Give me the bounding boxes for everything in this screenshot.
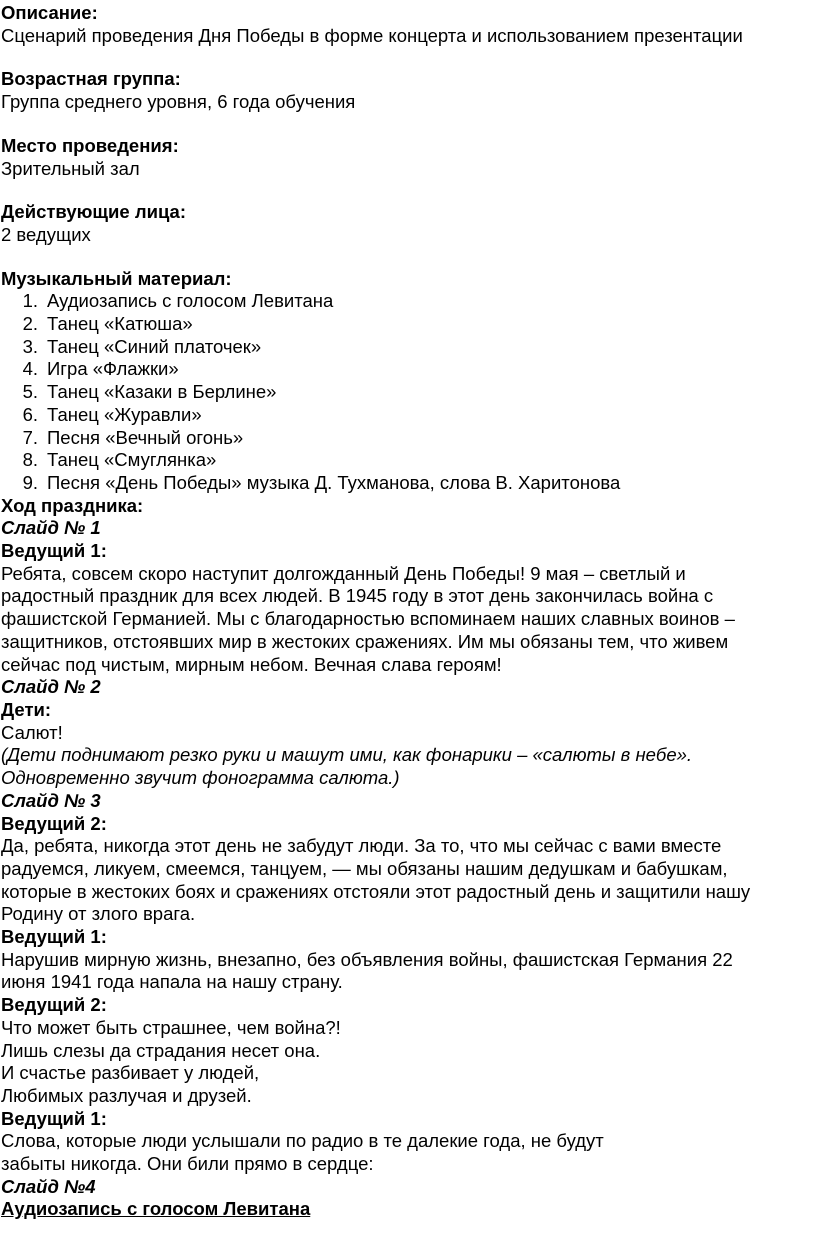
paragraph-line: фашистской Германией. Мы с благодарностью вспоминаем наших славных воинов – bbox=[1, 608, 735, 630]
stage-direction-line: Одновременно звучит фонограмма салюта.) bbox=[1, 767, 400, 789]
list-number: 4. bbox=[22, 358, 38, 380]
description-label: Описание: bbox=[1, 2, 98, 23]
paragraph-line: сейчас под чистым, мирным небом. Вечная слава героям! bbox=[1, 653, 502, 675]
description-section bbox=[1, 2, 816, 47]
list-number: 2. bbox=[22, 313, 38, 335]
list-number: 6. bbox=[22, 403, 38, 425]
list-number: 3. bbox=[22, 335, 38, 357]
speaker-kids: Дети: bbox=[1, 698, 52, 720]
paragraph-line: Нарушив мирную жизнь, внезапно, без объявления войны, фашистская Германия 22 bbox=[1, 948, 733, 970]
venue-section bbox=[1, 135, 816, 180]
paragraph-line: радуемся, ликуем, смеемся, танцуем, — мы обязаны нашим дедушкам и бабушкам, bbox=[1, 857, 728, 879]
paragraph-line: забыты никогда. Они били прямо в сердце: bbox=[1, 1153, 374, 1175]
list-item bbox=[1, 381, 816, 404]
paragraph-line: Да, ребята, никогда этот день не забудут люди. За то, что мы сейчас с вами вместе bbox=[1, 835, 722, 857]
stage-direction-line: (Дети поднимают резко руки и машут ими, как фонарики – «салюты в небе». bbox=[1, 744, 693, 766]
list-item bbox=[1, 336, 816, 359]
poem-line: Любимых разлучая и друзей. bbox=[1, 1084, 252, 1106]
audio-heading: Аудиозапись с голосом Левитана bbox=[1, 1198, 311, 1220]
list-text: Песня «Вечный огонь» bbox=[47, 426, 244, 448]
list-number: 7. bbox=[22, 426, 38, 448]
characters-section bbox=[1, 201, 816, 246]
slide-2-heading: Слайд № 2 bbox=[1, 676, 101, 698]
list-text: Песня «День Победы» музыка Д. Тухманова, слова В. Харитонова bbox=[47, 471, 621, 493]
music-label: Музыкальный материал: bbox=[1, 267, 232, 289]
list-item bbox=[1, 313, 816, 336]
list-item bbox=[1, 449, 816, 472]
paragraph-line: радостный праздник для всех людей. В 1945 году в этот день закончилась война с bbox=[1, 585, 714, 607]
list-text: Танец «Смуглянка» bbox=[47, 449, 217, 471]
venue-label: Место проведения: bbox=[1, 134, 179, 156]
slide-3-heading: Слайд № 3 bbox=[1, 789, 101, 811]
list-text: Танец «Катюша» bbox=[47, 313, 193, 335]
description-value: Сценарий проведения Дня Победы в форме концерта и использованием презентации bbox=[1, 24, 743, 46]
speaker-host-1: Ведущий 1: bbox=[1, 1107, 107, 1129]
paragraph-line: Ребята, совсем скоро наступит долгожданный День Победы! 9 мая – светлый и bbox=[1, 562, 686, 584]
list-item bbox=[1, 404, 816, 427]
characters-label: Действующие лица: bbox=[1, 201, 186, 223]
speaker-host-2: Ведущий 2: bbox=[1, 994, 107, 1016]
speaker-host-2: Ведущий 2: bbox=[1, 812, 107, 834]
age-group-section bbox=[1, 68, 816, 113]
paragraph-line: которые в жестоких боях и сражениях отстояли этот радостный день и защитили нашу bbox=[1, 880, 751, 902]
list-item bbox=[1, 427, 816, 450]
list-number: 1. bbox=[22, 290, 38, 312]
list-text: Танец «Казаки в Берлине» bbox=[47, 381, 277, 403]
slide-1-heading: Слайд № 1 bbox=[1, 517, 101, 539]
music-list bbox=[1, 290, 816, 494]
list-item bbox=[1, 472, 816, 495]
list-text: Игра «Флажки» bbox=[47, 358, 179, 380]
script-heading: Ход праздника: bbox=[1, 494, 144, 516]
list-item bbox=[1, 358, 816, 381]
salute-line: Салют! bbox=[1, 721, 63, 743]
list-text: Танец «Синий платочек» bbox=[47, 335, 262, 357]
poem-line: Лишь слезы да страдания несет она. bbox=[1, 1039, 321, 1061]
list-text: Аудиозапись с голосом Левитана bbox=[47, 290, 334, 312]
paragraph-line: защитников, отстоявших мир в жестоких сражениях. Им мы обязаны тем, что живем bbox=[1, 630, 729, 652]
list-number: 5. bbox=[22, 381, 38, 403]
list-text: Танец «Журавли» bbox=[47, 403, 202, 425]
venue-value: Зрительный зал bbox=[1, 157, 140, 179]
age-group-label: Возрастная группа: bbox=[1, 68, 181, 90]
list-item bbox=[1, 290, 816, 313]
age-group-value: Группа среднего уровня, 6 года обучения bbox=[1, 91, 356, 113]
poem-line: И счастье разбивает у людей, bbox=[1, 1062, 260, 1084]
music-section bbox=[1, 268, 816, 495]
speaker-host-1: Ведущий 1: bbox=[1, 926, 107, 948]
paragraph-line: июня 1941 года напала на нашу страну. bbox=[1, 971, 343, 993]
speaker-host-1: Ведущий 1: bbox=[1, 540, 107, 562]
characters-value: 2 ведущих bbox=[1, 223, 91, 245]
list-number: 9. bbox=[22, 471, 38, 493]
paragraph-line: Слова, которые люди услышали по радио в те далекие года, не будут bbox=[1, 1130, 604, 1152]
script-section bbox=[1, 495, 816, 1222]
paragraph-line: Родину от злого врага. bbox=[1, 903, 196, 925]
poem-line: Что может быть страшнее, чем война?! bbox=[1, 1016, 341, 1038]
list-number: 8. bbox=[22, 449, 38, 471]
slide-4-heading: Слайд №4 bbox=[1, 1175, 96, 1197]
